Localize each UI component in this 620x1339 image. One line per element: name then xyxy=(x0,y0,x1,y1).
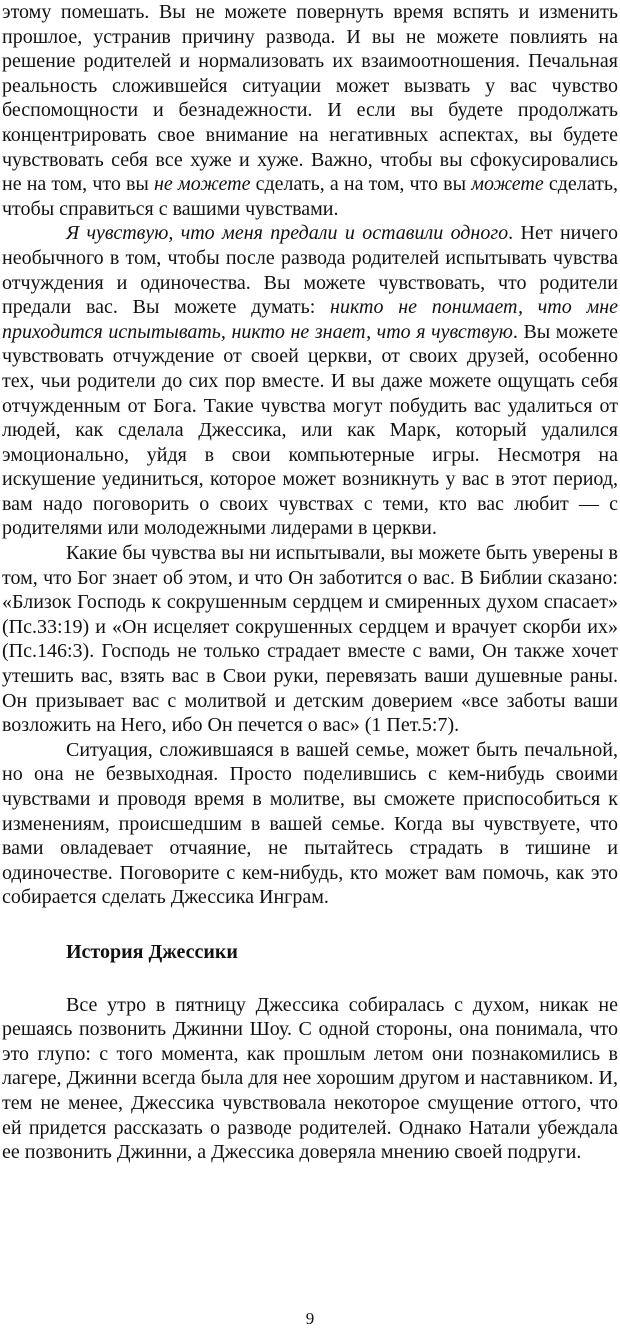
italic-text: Я чувствую, что меня предали и оставили одного xyxy=(66,222,509,245)
text-run: этому помешать. Вы не можете повернуть время вспять и изменить прошлое, устранив причину развода. И вы не можете повлиять на решение родителей и нормализовать их взаимоотношения. Печальная реальность сложившейся ситуации может вызвать у вас чувство беспомощности и безнадежности. И если вы будете продолжать концентрировать свое внимание на негативных аспектах, вы будете чувствовать себя все хуже и хуже. Важно, чтобы вы сфокусировались не на том, что вы xyxy=(2,1,618,196)
body-text xyxy=(2,0,618,910)
text-run: сделать, а на том, что вы xyxy=(250,173,472,196)
text-run: . Вы можете чувствовать отчуждение от своей церкви, от своих друзей, особенно тех, чьи родители до сих пор вместе. И вы даже можете ощущать себя отчужденным от Бога. Такие чувства могут побудить вас удалиться от людей, как сделала Джессика, или как Марк, который удалился эмоционально, уйдя в свои компьютерные игры. Несмотря на искушение уединиться, которое может возникнуть у вас в этот период, вам надо поговорить о своих чувствах с теми, кто вас любит — с родителями или молодежными лидерами в церкви. xyxy=(2,320,619,540)
text-run: Какие бы чувства вы ни испытывали, вы можете быть уверены в том, что Бог знает об этом, и что Он заботится о вас. В Библии сказано: «Близок Господь к сокрушенным сердцем и смиренных духом спасает» (Пс.33:19) и «Он исцеляет сокрушенных сердцем и врачует скорби их» (Пс.146:3). Господь не только страдает вместе с вами, Он также хочет утешить вас, взять вас в Свои руки, перевязать ваши душевные раны. Он призывает вас с молитвой и детским доверием «все заботы ваши возложить на Него, ибо Он печется о вас» (1 Пет.5:7). xyxy=(2,542,618,737)
text-run: Все утро в пятницу Джессика собиралась с духом, никак не решаясь позвонить Джинни Шоу. С одной стороны, она понимала, что это глупо: с того момента, как прошлым летом они познакомились в лагере, Джинни всегда была для нее хорошим другом и наставником. И, тем не менее, Джессика чувствовала некоторое смущение оттого, что ей придется рассказать о разводе родителей. Однако Натали убеждала ее позвонить Джинни, а Джессика доверяла мнению своей подруги. xyxy=(2,993,618,1164)
paragraph xyxy=(2,221,618,541)
story-text xyxy=(2,993,618,1165)
italic-text: можете xyxy=(471,173,544,196)
page-number: 9 xyxy=(305,1309,315,1328)
text-run: . Нет ничего необычного в том, чтобы после развода родителей испытывать чувства отчуждения и одиночества. Вы можете чувствовать, что родители предали вас. Вы можете думать: xyxy=(2,222,618,319)
paragraph xyxy=(2,541,618,738)
paragraph xyxy=(2,738,618,910)
paragraph xyxy=(2,993,618,1165)
paragraph xyxy=(2,0,618,221)
section-heading: История Джессики xyxy=(66,940,238,963)
book-page xyxy=(2,0,618,1339)
text-run: Ситуация, сложившаяся в вашей семье, может быть печальной, но она не безвыходная. Просто поделившись с кем-нибудь своими чувствами и проводя время в молитве, вы сможете приспособиться к изменениям, происшедшим в вашей семье. Когда вы чувствуете, что вами овладевает отчаяние, не пытайтесь страдать в тишине и одиночестве. Поговорите с кем-нибудь, кто может вам помочь, как это собирается сделать Джессика Инграм. xyxy=(2,738,618,909)
italic-text: не можете xyxy=(154,173,251,196)
italic-text: никто не понимает, что мне приходится испытывать, никто не знает, что я чувствую xyxy=(2,296,619,343)
text-run: сделать, чтобы справиться с вашими чувствами. xyxy=(2,173,618,220)
